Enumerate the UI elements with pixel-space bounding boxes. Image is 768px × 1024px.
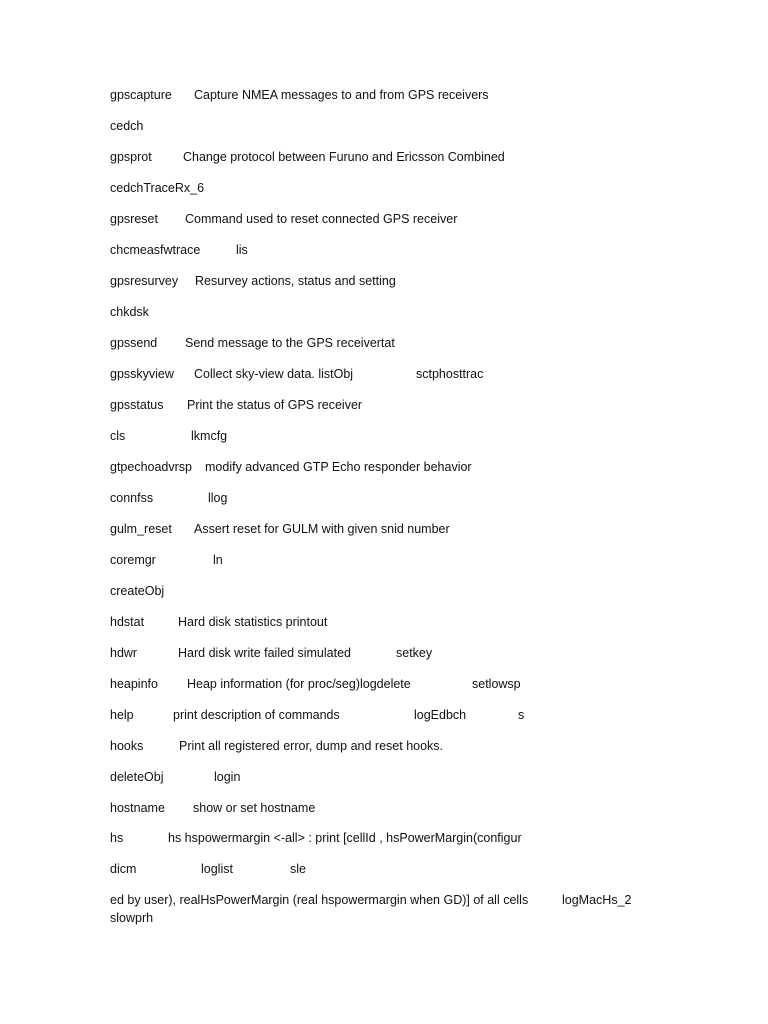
- line-token: gpsresurvey: [110, 274, 179, 288]
- line-token: gpscapture: [110, 88, 172, 102]
- line-token: logEdbch: [414, 708, 467, 722]
- line-token: gtpechoadvrsp: [110, 460, 193, 474]
- line-token: gpsprot: [110, 150, 152, 164]
- line-token: sctphosttrac: [416, 367, 484, 381]
- line-token: gpsstatus: [110, 398, 164, 412]
- line-token: cls: [110, 429, 126, 443]
- line-token: llog: [208, 491, 228, 505]
- line-token: chkdsk: [110, 305, 149, 319]
- line-token: Hard disk statistics printout: [178, 615, 328, 629]
- line-token: modify advanced GTP Echo responder behavior: [205, 460, 472, 474]
- line-token: lkmcfg: [191, 429, 228, 443]
- line-token: gpsreset: [110, 212, 158, 226]
- line-token: Change protocol between Furuno and Ericsson Combined: [183, 150, 505, 164]
- line-token: hs hspowermargin <-all> : print [cellId , hsPowerMargin(configur: [168, 831, 522, 845]
- line-token: print description of commands: [173, 708, 340, 722]
- line-token: heapinfo: [110, 677, 158, 691]
- line-token: Send message to the GPS receivertat: [185, 336, 395, 350]
- line-token: hooks: [110, 739, 144, 753]
- line-token: logMacHs_2: [562, 893, 632, 907]
- line-token: Print the status of GPS receiver: [187, 398, 363, 412]
- line-token: hdstat: [110, 615, 145, 629]
- line-token: gpsskyview: [110, 367, 174, 381]
- line-token: slowprh: [110, 911, 154, 925]
- line-token: dicm: [110, 862, 137, 876]
- line-token: hostname: [110, 801, 165, 815]
- line-token: chcmeasfwtrace: [110, 243, 201, 257]
- line-token: sle: [290, 862, 306, 876]
- line-token: gulm_reset: [110, 522, 172, 536]
- line-token: login: [214, 770, 241, 784]
- line-token: Hard disk write failed simulated: [178, 646, 351, 660]
- line-token: help: [110, 708, 134, 722]
- line-token: Command used to reset connected GPS receiver: [185, 212, 458, 226]
- line-token: setkey: [396, 646, 433, 660]
- line-token: ed by user), realHsPowerMargin (real hspowermargin when GD)] of all cells: [110, 893, 529, 907]
- line-token: Capture NMEA messages to and from GPS receivers: [194, 88, 489, 102]
- line-token: cedch: [110, 119, 144, 133]
- line-token: cedchTraceRx_6: [110, 181, 205, 195]
- line-token: s: [518, 708, 525, 722]
- line-token: createObj: [110, 584, 165, 598]
- line-token: Assert reset for GULM with given snid number: [194, 522, 450, 536]
- line-token: Print all registered error, dump and reset hooks.: [179, 739, 444, 753]
- line-token: setlowsp: [472, 677, 521, 691]
- line-token: hdwr: [110, 646, 138, 660]
- line-token: Heap information (for proc/seg)logdelete: [187, 677, 411, 691]
- line-token: hs: [110, 831, 124, 845]
- line-token: lis: [236, 243, 248, 257]
- line-token: coremgr: [110, 553, 156, 567]
- line-token: connfss: [110, 491, 154, 505]
- line-token: deleteObj: [110, 770, 164, 784]
- line-token: ln: [213, 553, 223, 567]
- line-token: show or set hostname: [193, 801, 316, 815]
- line-token: loglist: [201, 862, 233, 876]
- line-token: Resurvey actions, status and setting: [195, 274, 396, 288]
- line-token: Collect sky-view data. listObj: [194, 367, 354, 381]
- line-token: gpssend: [110, 336, 158, 350]
